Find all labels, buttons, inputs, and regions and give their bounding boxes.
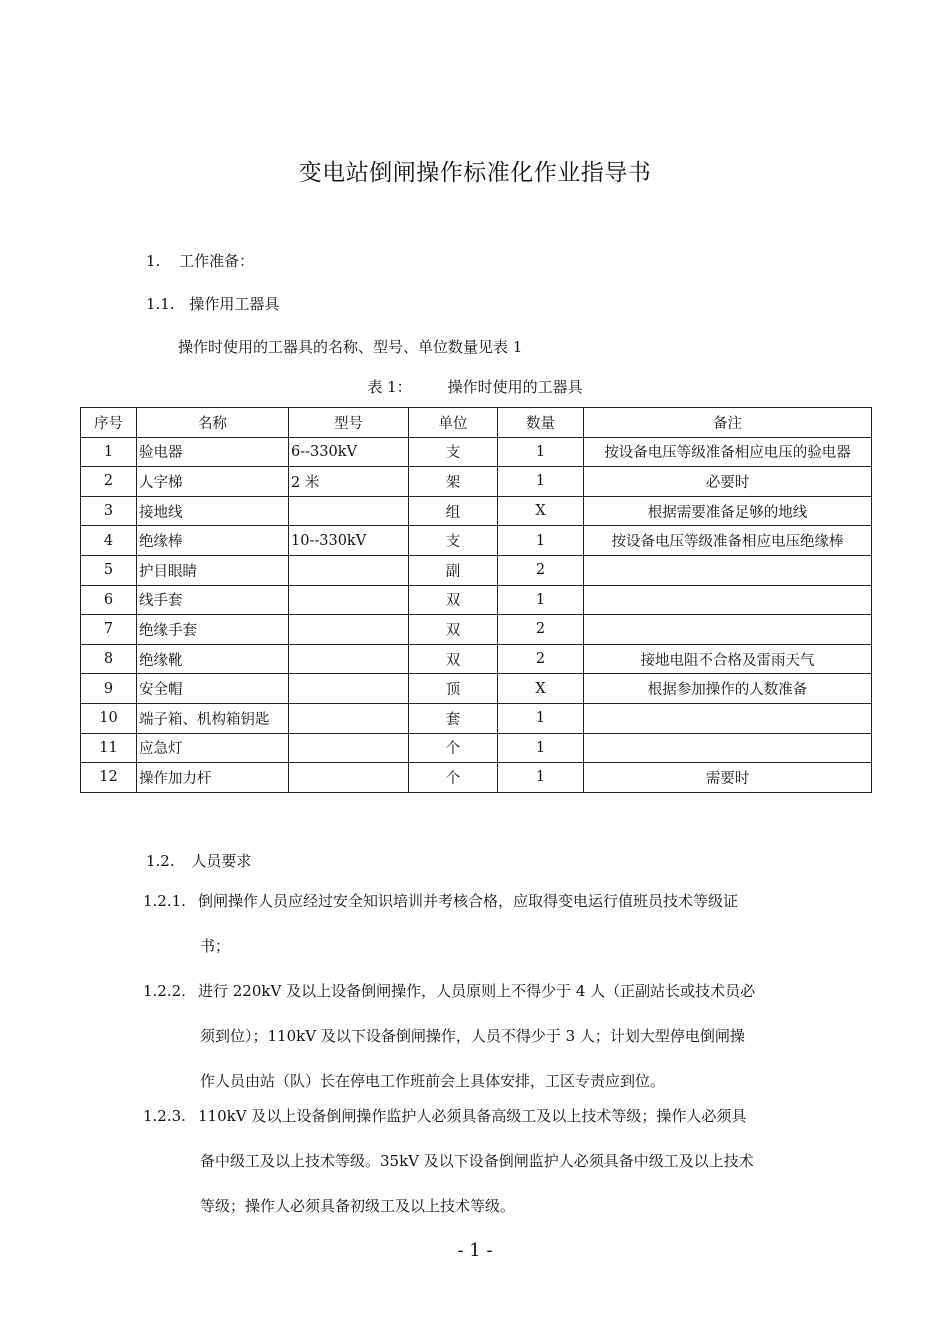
section-1-1-number: 1.1. (146, 295, 175, 313)
header-cell-name: 名称 (137, 408, 289, 438)
table-row (81, 763, 872, 793)
cell-model (289, 615, 409, 645)
item-number: 1.2.2. (143, 982, 186, 1000)
table-header-row (81, 408, 872, 438)
item-line: 作人员由站（队）长在停电工作班前会上具体安排，工区专责应到位。 (200, 1072, 666, 1090)
cell-unit: 支 (409, 526, 498, 556)
section-1-2-heading (146, 850, 251, 871)
item-1-2-2 (143, 969, 843, 1104)
cell-remark: 根据参加操作的人数准备 (584, 674, 872, 704)
cell-name: 绝缘手套 (137, 615, 289, 645)
cell-remark (584, 733, 872, 763)
page-number: - 1 - (457, 1240, 493, 1261)
item-line: 进行 220kV 及以上设备倒闸操作，人员原则上不得少于 4 人（正副站长或技术员必 (198, 982, 756, 1000)
table-caption-title: 操作时使用的工器具 (447, 378, 583, 396)
cell-name: 人字梯 (137, 467, 289, 497)
cell-unit: 组 (409, 496, 498, 526)
header-cell-quantity: 数量 (498, 408, 584, 438)
cell-remark: 按设备电压等级准备相应电压绝缘棒 (584, 526, 872, 556)
section-1-1-title: 操作用工器具 (189, 295, 280, 313)
item-line: 书； (200, 937, 231, 955)
table-row (81, 496, 872, 526)
cell-remark (584, 555, 872, 585)
cell-remark: 必要时 (584, 467, 872, 497)
table-row (81, 467, 872, 497)
cell-index: 2 (81, 467, 137, 497)
section-1-2-number: 1.2. (146, 852, 175, 870)
table-row (81, 674, 872, 704)
cell-unit: 顶 (409, 674, 498, 704)
item-text (200, 879, 810, 969)
cell-model: 6--330kV (289, 437, 409, 467)
cell-unit: 个 (409, 733, 498, 763)
section-1-title: 工作准备： (179, 252, 255, 270)
cell-unit: 套 (409, 703, 498, 733)
cell-quantity: 2 (498, 555, 584, 585)
cell-unit: 架 (409, 467, 498, 497)
table-row (81, 644, 872, 674)
table-row (81, 733, 872, 763)
cell-model (289, 555, 409, 585)
table-row (81, 585, 872, 615)
cell-quantity: 1 (498, 467, 584, 497)
cell-index: 7 (81, 615, 137, 645)
header-cell-model: 型号 (289, 408, 409, 438)
cell-quantity: 1 (498, 733, 584, 763)
cell-name: 验电器 (137, 437, 289, 467)
cell-name: 应急灯 (137, 733, 289, 763)
cell-unit: 个 (409, 763, 498, 793)
item-number: 1.2.1. (143, 892, 186, 910)
section-1-1-text: 操作时使用的工器具的名称、型号、单位数量见表 1 (178, 338, 523, 356)
cell-unit: 双 (409, 585, 498, 615)
cell-name: 绝缘靴 (137, 644, 289, 674)
document-title: 变电站倒闸操作标准化作业指导书 (298, 160, 652, 186)
cell-remark: 接地电阻不合格及雷雨天气 (584, 644, 872, 674)
cell-model (289, 674, 409, 704)
cell-index: 3 (81, 496, 137, 526)
cell-name: 安全帽 (137, 674, 289, 704)
cell-model: 2 米 (289, 467, 409, 497)
cell-quantity: 1 (498, 703, 584, 733)
cell-index: 12 (81, 763, 137, 793)
cell-model (289, 733, 409, 763)
cell-index: 4 (81, 526, 137, 556)
cell-index: 6 (81, 585, 137, 615)
table-row (81, 615, 872, 645)
cell-name: 绝缘棒 (137, 526, 289, 556)
cell-unit: 副 (409, 555, 498, 585)
cell-quantity: 1 (498, 763, 584, 793)
cell-quantity: X (498, 674, 584, 704)
table-caption (0, 376, 950, 397)
cell-quantity: 1 (498, 585, 584, 615)
cell-quantity: 2 (498, 615, 584, 645)
section-1-1-heading (146, 293, 279, 314)
cell-index: 8 (81, 644, 137, 674)
cell-model (289, 585, 409, 615)
cell-name: 操作加力杆 (137, 763, 289, 793)
item-line: 110kV 及以上设备倒闸操作监护人必须具备高级工及以上技术等级；操作人必须具 (198, 1107, 747, 1125)
cell-model (289, 644, 409, 674)
cell-quantity: 2 (498, 644, 584, 674)
table-caption-label: 表 1： (367, 378, 412, 396)
table-row (81, 526, 872, 556)
cell-quantity: 1 (498, 437, 584, 467)
cell-quantity: X (498, 496, 584, 526)
item-line: 等级；操作人必须具备初级工及以上技术等级。 (200, 1197, 516, 1215)
table-row (81, 703, 872, 733)
cell-index: 10 (81, 703, 137, 733)
cell-unit: 双 (409, 644, 498, 674)
cell-remark (584, 615, 872, 645)
item-number: 1.2.3. (143, 1107, 186, 1125)
table-row (81, 555, 872, 585)
item-1-2-3 (143, 1094, 843, 1229)
cell-model: 10--330kV (289, 526, 409, 556)
item-text (200, 969, 810, 1104)
cell-index: 1 (81, 437, 137, 467)
cell-remark: 需要时 (584, 763, 872, 793)
header-cell-index: 序号 (81, 408, 137, 438)
cell-name: 护目眼睛 (137, 555, 289, 585)
cell-remark: 按设备电压等级准备相应电压的验电器 (584, 437, 872, 467)
header-cell-unit: 单位 (409, 408, 498, 438)
cell-name: 端子箱、机构箱钥匙 (137, 703, 289, 733)
cell-remark: 根据需要准备足够的地线 (584, 496, 872, 526)
cell-remark (584, 585, 872, 615)
cell-model (289, 703, 409, 733)
cell-model (289, 763, 409, 793)
item-line: 须到位）；110kV 及以下设备倒闸操作，人员不得少于 3 人；计划大型停电倒闸操 (200, 1027, 745, 1045)
section-1-number: 1. (146, 252, 161, 270)
item-1-2-1 (143, 879, 843, 969)
section-1-heading (146, 250, 254, 271)
cell-name: 接地线 (137, 496, 289, 526)
cell-remark (584, 703, 872, 733)
cell-index: 9 (81, 674, 137, 704)
cell-unit: 支 (409, 437, 498, 467)
cell-index: 11 (81, 733, 137, 763)
item-line: 倒闸操作人员应经过安全知识培训并考核合格，应取得变电运行值班员技术等级证 (198, 892, 739, 910)
item-text (200, 1094, 810, 1229)
item-line: 备中级工及以上技术等级。35kV 及以下设备倒闸监护人必须具备中级工及以上技术 (200, 1152, 754, 1170)
cell-model (289, 496, 409, 526)
cell-unit: 双 (409, 615, 498, 645)
cell-index: 5 (81, 555, 137, 585)
table-row (81, 437, 872, 467)
cell-name: 线手套 (137, 585, 289, 615)
cell-quantity: 1 (498, 526, 584, 556)
header-cell-remark: 备注 (584, 408, 872, 438)
tools-table (80, 407, 872, 793)
section-1-2-title: 人员要求 (191, 852, 252, 870)
